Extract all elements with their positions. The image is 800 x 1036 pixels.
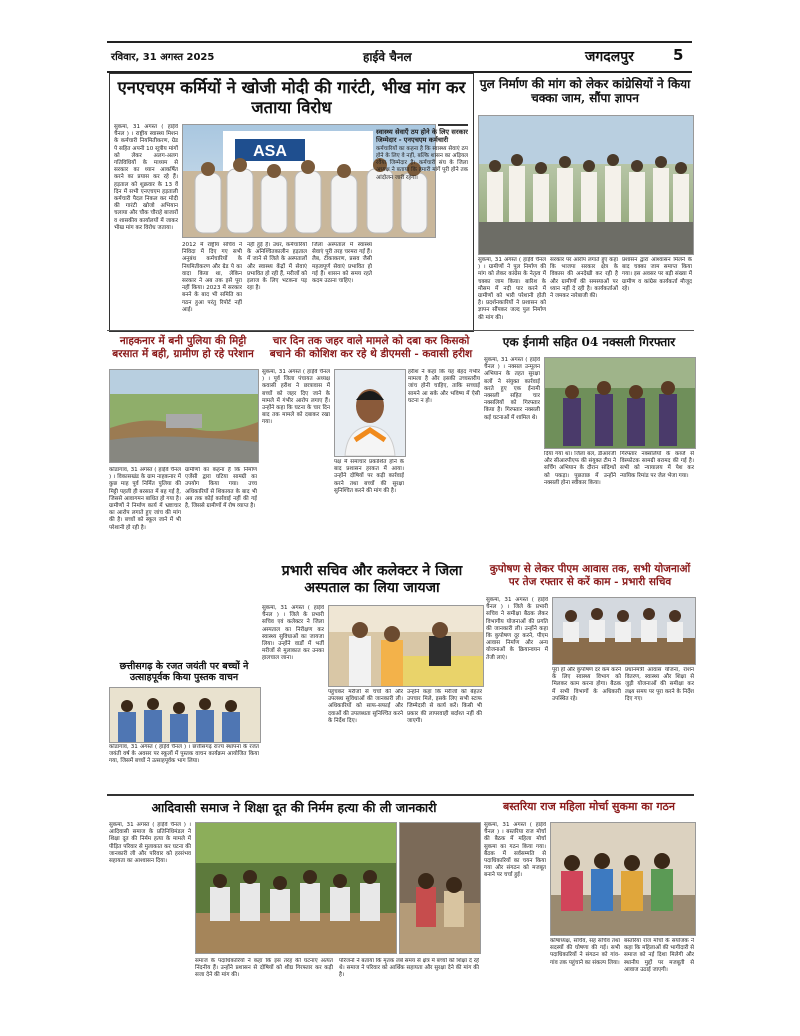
story-scheme-review [486, 561, 694, 761]
story-book-reading [109, 661, 259, 737]
story-nhm-col4: जिला अस्पताल में स्वास्थ्य सेवाएं पूरी तरह चरमरा गई हैं। लैब, टीकाकरण, प्रसव जैसी महत्वपूर्ण सेवाएं प्रभावित हो गई हैं। शासन को समय रहते कदम उठाना चाहिए। [312, 242, 372, 285]
story-nhm-quote-block [376, 128, 468, 324]
story-hospital-col3: उन्होंने कहा कि मरीजों को बेहतर उपचार मिले, इसके लिए सभी स्टाफ जिम्मेदारी से कार्य करें। किसी भी प्रकार की लापरवाही बर्दाश्त नहीं की जाएगी। [407, 689, 482, 724]
women-front-meeting-photo [550, 822, 696, 936]
students-reading-photo [109, 687, 261, 743]
story-bridge-body: सुकमा, 31 अगस्त ( हाईवे चैनल ) । ग्रामीणों ने पुल निर्माण की मांग को लेकर कांग्रेस के नेतृत्व में चक्का जाम किया। बारिश के मौसम में नदी पार करने में ग्रामीणों को भारी परेशानी होती है। प्रदर्शनकारियों ने प्रशासन को ज्ञापन सौंपकर जल्द पुल निर्माण की मांग की। [478, 257, 546, 321]
newspaper-name: हाईवे चैनल [363, 50, 412, 64]
svg-text:ASA: ASA [253, 143, 287, 160]
story-bridge-col2: सरकार पर आरोप लगाते हुए कहा कि भाजपा सरकार क्षेत्र के विकास की अनदेखी कर रही है और ग्रामीणों की समस्याओं पर ध्यान नहीं दे रही है। कार्यकर्ताओं ने जमकर नारेबाजी की। [550, 257, 618, 300]
students-illustration [110, 688, 260, 742]
story-naxal-col3: गिरफ्तार नक्सलियों के कब्जे से विस्फोटक सामग्री बरामद की गई है। सभी को न्यायालय में पेश कर न्यायिक रिमांड पर जेल भेजा गया। [620, 451, 694, 479]
story-culvert-body: कोंडागांव, 31 अगस्त ( हाईवे चैनल ) । विकासखंड के ग्राम नाहकनार में कुछ माह पूर्व निर्मित पुलिया की मिट्टी पहली ही बरसात में बह गई है, जिससे आवागमन बाधित हो गया है। ग्रामीणों ने निर्माण कार्य में भ्रष्टाचार का आरोप लगाते हुए जांच की मांग की है। बच्चों को स्कूल जाने में भी परेशानी हो रही है। [109, 467, 181, 531]
story-naxal-body: सुकमा, 31 अगस्त ( हाईवे चैनल ) । नक्सल उन्मूलन अभियान के तहत सुरक्षा बलों ने संयुक्त कार्रवाई करते हुए एक ईनामी नक्सली सहित चार नक्सलियों को गिरफ्तार किया है। गिरफ्तार नक्सली कई घटनाओं में शामिल थे। [484, 357, 540, 421]
story-nhm-body: सुकमा, 31 अगस्त ( हाईवे चैनल ) । राष्ट्रीय स्वास्थ्य मिशन के कर्मचारी नियमितीकरण, ग्रेड पे सहित अपनी 10 सूत्रीय मांगों को लेकर अलग-अलग गतिविधियों के माध्यम से सरकार का ध्यान आकर्षित करने का प्रयास कर रहे हैं। हड़ताल को शुक्रवार के 13 वें दिन में सभी एनएचएम हड़ताली कर्मचारी पैदल निकल कर मोदी की गारंटी खोजो अभियान चलाया और चौक चौराहे बाजारों व शासकीय कार्यालयों में जाकर भीख मांग कर विरोध जताया। [114, 124, 178, 231]
story-shiksha-headline: आदिवासी समाज ने शिक्षा दूत की निर्मम हत्या की ली जानकारी [151, 800, 437, 815]
story-nhm-protest [109, 73, 474, 332]
flooded-culvert-illustration [110, 370, 258, 462]
portrait-illustration [335, 370, 405, 456]
story-bridge-protest [476, 73, 694, 330]
story-women-col2: कोषाध्यक्ष, सचिव, सह सचिव तथा सदस्यों की घोषणा की गई। सभी पदाधिकारियों ने संगठन को गांव-गांव तक पहुंचाने का संकल्प लिया। [550, 938, 620, 966]
page-number: 5 [673, 46, 684, 64]
story-poison-col3: हरीश ने कहा कि यह बेहद गंभीर मामला है और इसकी उच्चस्तरीय जांच होनी चाहिए, ताकि सच्चाई सामने आ सके और भविष्य में ऐसी घटना न हो। [408, 369, 480, 404]
tribal-gathering-illustration [196, 823, 396, 953]
story-nhm-col3: नहीं हुई है। उधर, कर्मचारियों के अनिश्चितकालीन हड़ताल में जाने से जिले के अस्पतालों और स्वास्थ्य केंद्रों में सेवाएं प्रभावित हो रही हैं, मरीजों को इलाज के लिए भटकना पड़ रहा है। [247, 242, 307, 292]
story-shiksha-col3: परिजनों ने बताया कि मृतक लंबे समय से क्षेत्र में बच्चों को शिक्षा दे रहे थे। समाज ने परिवार को आर्थिक सहायता और सुरक्षा देने की मांग की है। [339, 958, 479, 979]
story-culvert-col2: ग्रामीणों का कहना है कि निर्माण एजेंसी द्वारा घटिया सामग्री का उपयोग किया गया। उच्च अधिकारियों से शिकायत के बाद भी अब तक कोई कार्रवाई नहीं की गई है, जिससे ग्रामीणों में रोष व्याप्त है। [185, 467, 257, 510]
story-women-col3: बस्तरिया राज मोर्चा के संयोजक ने कहा कि महिलाओं की भागीदारी से समाज को नई दिशा मिलेगी और स्थानीय मुद्दों पर मजबूती से आवाज उठाई जाएगी। [624, 938, 694, 973]
story-women-headline: बस्तरिया राज महिला मोर्चा सुकमा का गठन [502, 800, 676, 813]
story-shiksha-body: सुकमा, 31 अगस्त ( हाईवे चैनल ) । आदिवासी समाज के प्रतिनिधिमंडल ने शिक्षा दूत की निर्मम हत्या के मामले में पीड़ित परिवार से मुलाकात कर घटना की जानकारी ली और परिवार को हरसंभव सहायता का आश्वासन दिया। [109, 822, 191, 865]
story-nhm-headline: एनएचएम कर्मियों ने खोजी मोदी की गारंटी, भीख मांग कर जताया विरोध [117, 78, 466, 117]
crowd-illustration [479, 116, 693, 254]
family-illustration [400, 823, 480, 953]
story-naxal-arrest [484, 333, 694, 558]
story-nhm-quote-body: कर्मचारियों का कहना है कि स्वास्थ्य सेवाएं ठप होने के लिए वे नहीं, बल्कि शासन का अड़ियल रवैया जिम्मेदार है। कर्मचारी संघ के जिला अध्यक्ष ने बताया कि हमारी मांगें पूरी होने तक आंदोलन जारी रहेगा। [376, 145, 468, 181]
review-meeting-photo [552, 597, 696, 665]
bridge-protest-photo [478, 115, 694, 255]
story-scheme-col2: पूरा हो और कुपोषण दर कम करने के लिए स्वास्थ्य विभाग को मिलकर काम करना होगा। बैठक में सभी विभागों के अधिकारी उपस्थित रहे। [552, 667, 621, 702]
tribal-meeting-photo [195, 822, 397, 954]
divider [438, 124, 468, 126]
story-poison-case [262, 333, 480, 558]
story-book-body: कोंडागांव, 31 अगस्त ( हाईवे चैनल ) । छत्तीसगढ़ राज्य स्थापना के रजत जयंती वर्ष के अवसर पर स्कूलों में पुस्तक वाचन कार्यक्रम आयोजित किया गया, जिसमें बच्चों ने उत्साहपूर्वक भाग लिया। [109, 744, 259, 765]
story-shiksha-col2: समाज के पदाधिकारियों ने कहा कि इस तरह की घटनाएं अत्यंत निंदनीय हैं। उन्होंने प्रशासन से दोषियों को शीघ्र गिरफ्तार कर कड़ी सजा देने की मांग की। [195, 958, 333, 979]
culvert-photo [109, 369, 259, 463]
story-nhm-col2: 2012 में राष्ट्रीय सचिव ने निविदा में दिए गए सभी अनुबंध कर्मचारियों के नियमितीकरण और ग्रेड पे का वादा किया था, लेकिन सरकार ने अब तक इसे पूरा नहीं किया। 2023 में सरकार बनने के बाद भी समिति का गठन हुआ परंतु रिपोर्ट नहीं आई। [182, 242, 242, 313]
story-nhm-quote: स्वास्थ्य सेवाएँ ठप होने के लिए सरकार जिम्मेदार - एनएचएम कर्मचारी [376, 128, 468, 145]
arrested-naxals-photo [544, 357, 696, 449]
story-naxal-headline: एक ईनामी सहित 04 नक्सली गिरफ्तार [502, 335, 676, 349]
story-hospital-inspection [262, 561, 482, 736]
meeting-illustration [553, 598, 695, 664]
story-hospital-body: सुकमा, 31 अगस्त ( हाईवे चैनल ) । जिले के प्रभारी सचिव एवं कलेक्टर ने जिला अस्पताल का निरीक्षण कर स्वास्थ्य सुविधाओं का जायजा लिया। उन्होंने वार्डों में भर्ती मरीजों से मुलाकात कर उनका हालचाल जाना। [262, 605, 324, 662]
story-scheme-body: सुकमा, 31 अगस्त ( हाईवे चैनल ) । जिले के प्रभारी सचिव ने समीक्षा बैठक लेकर विभागीय योजनाओं की प्रगति की जानकारी ली। उन्होंने कहा कि कुपोषण दूर करने, पीएम आवास निर्माण और अन्य योजनाओं के क्रियान्वयन में तेजी लाएं। [486, 597, 548, 661]
hospital-ward-illustration [329, 606, 483, 686]
story-hospital-headline: प्रभारी सचिव और कलेक्टर ने जिला अस्पताल का लिया जायजा [281, 563, 463, 596]
issue-date: रविवार, 31 अगस्त 2025 [111, 52, 215, 63]
story-naxal-col2: दिया गया था। जिला बल, डीआरजी और सीआरपीएफ की संयुक्त टीम ने सर्चिंग अभियान के दौरान संदिग्धों को पकड़ा। पूछताछ में उन्होंने नक्सली होना स्वीकार किया। [544, 451, 616, 486]
story-bridge-col3: प्रशासन द्वारा आश्वासन मिलने के बाद चक्का जाम समाप्त किया गया। इस अवसर पर बड़ी संख्या में ग्रामीण व कांग्रेस कार्यकर्ता मौजूद रहे। [622, 257, 692, 292]
women-group-illustration [551, 823, 695, 935]
masthead [107, 41, 692, 73]
section-rule [107, 794, 694, 796]
story-scheme-headline: कुपोषण से लेकर पीएम आवास तक, सभी योजनाओं पर तेज रफ्तार से करें काम - प्रभारी सचिव [489, 563, 691, 588]
story-culvert-headline: नाहकनार में बनी पुलिया की मिट्टी बरसात में बही, ग्रामीण हो रहे परेशान [112, 335, 254, 360]
story-poison-col2: पक्ष में समाचार प्रकाशित होने के बाद प्रशासन हरकत में आया। उन्होंने दोषियों पर कड़ी कार्रवाई करने तथा बच्चों की सुरक्षा सुनिश्चित करने की मांग की है। [334, 459, 404, 494]
story-shiksha-doot [109, 798, 479, 1024]
story-poison-body: सुकमा, 31 अगस्त ( हाईवे चैनल ) । पूर्व जिला पंचायत अध्यक्ष कवासी हरीश ने छात्रावास में बच्चों को जहर दिए जाने के मामले में गंभीर आरोप लगाए हैं। उन्होंने कहा कि घटना के चार दिन बाद तक मामले को दबाकर रखा गया। [262, 369, 330, 426]
story-women-body: सुकमा, 31 अगस्त ( हाईवे चैनल ) । बस्तरिया राज मोर्चा की बैठक में महिला मोर्चा सुकमा का गठन किया गया। बैठक में सर्वसम्मति से पदाधिकारियों का चयन किया गया और संगठन को मजबूत बनाने पर चर्चा हुई। [484, 822, 546, 879]
story-culvert [109, 333, 257, 658]
story-women-front [484, 798, 694, 1024]
section-rule [107, 330, 694, 331]
grieving-family-photo [399, 822, 481, 954]
story-poison-headline: चार दिन तक जहर वाले मामले को दबा कर किसको बचाने की कोशिश कर रहे थे डीएमसी - कवासी हरीश [269, 335, 473, 360]
city-name: जगदलपुर [585, 49, 634, 65]
story-scheme-col3: प्रधानमंत्री आवास योजना, राशन वितरण, स्वास्थ्य और शिक्षा से जुड़ी योजनाओं की समीक्षा कर लक्ष्य समय पर पूरा करने के निर्देश दिए गए। [625, 667, 694, 702]
story-book-headline: छत्तीसगढ़ के रजत जयंती पर बच्चों ने उत्साहपूर्वक किया पुस्तक वाचन [119, 661, 249, 684]
arrested-group-illustration [545, 358, 695, 448]
hospital-visit-photo [328, 605, 484, 687]
story-hospital-col2: पहुंचकर मरीजों से चर्चा की और उपलब्ध सुविधाओं की जानकारी ली। अधिकारियों को साफ-सफाई और दवाओं की उपलब्धता सुनिश्चित करने के निर्देश दिए। [328, 689, 403, 724]
portrait-photo [334, 369, 406, 457]
story-bridge-headline: पुल निर्माण की मांग को लेकर कांग्रेसियों ने किया चक्का जाम, सौंपा ज्ञापन [479, 77, 691, 106]
